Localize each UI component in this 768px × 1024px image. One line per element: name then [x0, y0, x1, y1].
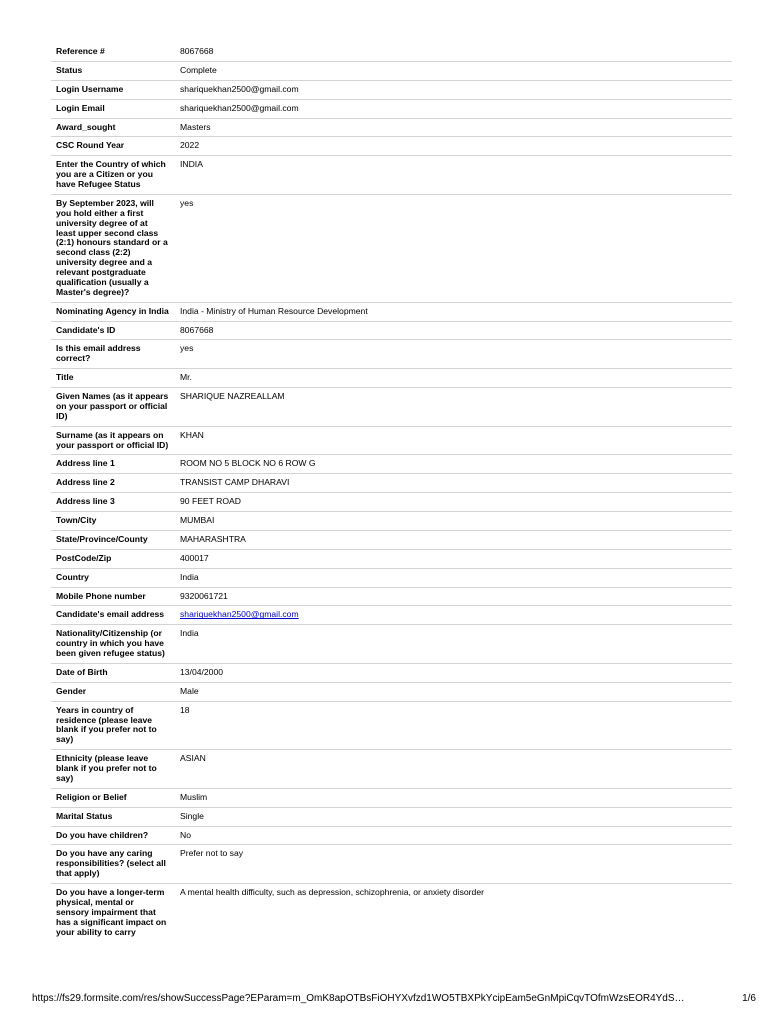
field-value: 13/04/2000: [175, 663, 732, 682]
table-row: [51, 302, 732, 321]
field-value: ASIAN: [175, 750, 732, 789]
field-label: Nationality/Citizenship (or country in which you have been given refugee status): [51, 625, 175, 664]
table-row: [51, 340, 732, 369]
field-value: 2022: [175, 137, 732, 156]
field-label: Given Names (as it appears on your passport or official ID): [51, 388, 175, 427]
email-link[interactable]: shariquekhan2500@gmail.com: [180, 609, 299, 620]
table-row: [51, 568, 732, 587]
field-label: Marital Status: [51, 807, 175, 826]
field-value: MUMBAI: [175, 512, 732, 531]
field-label: Address line 3: [51, 493, 175, 512]
field-value: Mr.: [175, 369, 732, 388]
field-value: SHARIQUE NAZREALLAM: [175, 388, 732, 427]
field-value: 90 FEET ROAD: [175, 493, 732, 512]
field-label: Date of Birth: [51, 663, 175, 682]
table-row: [51, 426, 732, 455]
field-value: [175, 606, 732, 625]
table-row: [51, 845, 732, 884]
field-label: Reference #: [51, 43, 175, 61]
field-label: Town/City: [51, 512, 175, 531]
field-value: 8067668: [175, 321, 732, 340]
table-row: [51, 606, 732, 625]
table-row: [51, 61, 732, 80]
field-label: Login Username: [51, 80, 175, 99]
field-value: INDIA: [175, 156, 732, 195]
field-label: State/Province/County: [51, 530, 175, 549]
table-row: [51, 826, 732, 845]
field-label: Title: [51, 369, 175, 388]
field-label: Address line 2: [51, 474, 175, 493]
table-row: [51, 682, 732, 701]
field-value: yes: [175, 340, 732, 369]
field-label: Do you have any caring responsibilities? (select all that apply): [51, 845, 175, 884]
table-row: [51, 156, 732, 195]
page-number: 1/6: [742, 993, 756, 1004]
field-label: Years in country of residence (please leave blank if you prefer not to say): [51, 701, 175, 750]
table-row: [51, 388, 732, 427]
table-row: [51, 118, 732, 137]
table-row: [51, 701, 732, 750]
field-label: Address line 1: [51, 455, 175, 474]
table-row: [51, 474, 732, 493]
table-row: [51, 137, 732, 156]
field-label: Candidate's email address: [51, 606, 175, 625]
field-value: 8067668: [175, 43, 732, 61]
field-value: Prefer not to say: [175, 845, 732, 884]
field-value: India - Ministry of Human Resource Development: [175, 302, 732, 321]
field-value: MAHARASHTRA: [175, 530, 732, 549]
table-row: [51, 99, 732, 118]
table-row: [51, 455, 732, 474]
field-label: Award_sought: [51, 118, 175, 137]
table-row: [51, 587, 732, 606]
table-row: [51, 321, 732, 340]
field-value: No: [175, 826, 732, 845]
field-value: yes: [175, 194, 732, 302]
table-row: [51, 549, 732, 568]
table-row: [51, 750, 732, 789]
field-label: Nominating Agency in India: [51, 302, 175, 321]
field-label: PostCode/Zip: [51, 549, 175, 568]
field-value: shariquekhan2500@gmail.com: [175, 80, 732, 99]
field-value: India: [175, 568, 732, 587]
table-row: [51, 663, 732, 682]
table-row: [51, 43, 732, 61]
field-value: India: [175, 625, 732, 664]
field-value: KHAN: [175, 426, 732, 455]
table-row: [51, 625, 732, 664]
field-label: Surname (as it appears on your passport or official ID): [51, 426, 175, 455]
table-row: [51, 80, 732, 99]
field-value: Masters: [175, 118, 732, 137]
table-row: [51, 493, 732, 512]
footer-url: https://fs29.formsite.com/res/showSuccessPage?EParam=m_OmK8apOTBsFiOHYXvfzd1WO5TBXPkYcipEam5eGnMpiCqvTOfmWzsEOR4YdS…: [32, 993, 685, 1004]
field-label: Mobile Phone number: [51, 587, 175, 606]
field-label: Login Email: [51, 99, 175, 118]
submission-table: [51, 43, 732, 941]
field-value: 9320061721: [175, 587, 732, 606]
field-label: Gender: [51, 682, 175, 701]
table-row: [51, 884, 732, 942]
field-value: Single: [175, 807, 732, 826]
field-label: CSC Round Year: [51, 137, 175, 156]
field-value: Male: [175, 682, 732, 701]
field-label: Do you have a longer-term physical, mental or sensory impairment that has a significant impact on your ability to carry: [56, 887, 167, 937]
field-value: ROOM NO 5 BLOCK NO 6 ROW G: [175, 455, 732, 474]
field-label: By September 2023, will you hold either a first university degree of at least upper second class (2:1) honours standard or a second class (2:2) university degree and a relevant postgraduate qualification (usually a Master's degree)?: [51, 194, 175, 302]
table-row: [51, 512, 732, 531]
table-row: [51, 788, 732, 807]
field-label: Status: [51, 61, 175, 80]
field-label: Is this email address correct?: [51, 340, 175, 369]
field-value: TRANSIST CAMP DHARAVI: [175, 474, 732, 493]
field-value: 400017: [175, 549, 732, 568]
field-value: shariquekhan2500@gmail.com: [175, 99, 732, 118]
table-row: [51, 807, 732, 826]
field-value: Complete: [175, 61, 732, 80]
table-row: [51, 369, 732, 388]
table-row: [51, 194, 732, 302]
field-label: Enter the Country of which you are a Citizen or you have Refugee Status: [51, 156, 175, 195]
field-value: Muslim: [175, 788, 732, 807]
field-label: Ethnicity (please leave blank if you prefer not to say): [51, 750, 175, 789]
field-label: Do you have children?: [51, 826, 175, 845]
table-row: [51, 530, 732, 549]
field-value: A mental health difficulty, such as depression, schizophrenia, or anxiety disorder: [180, 887, 484, 897]
field-value: 18: [175, 701, 732, 750]
field-label: Candidate's ID: [51, 321, 175, 340]
field-label: Religion or Belief: [51, 788, 175, 807]
field-label: Country: [51, 568, 175, 587]
